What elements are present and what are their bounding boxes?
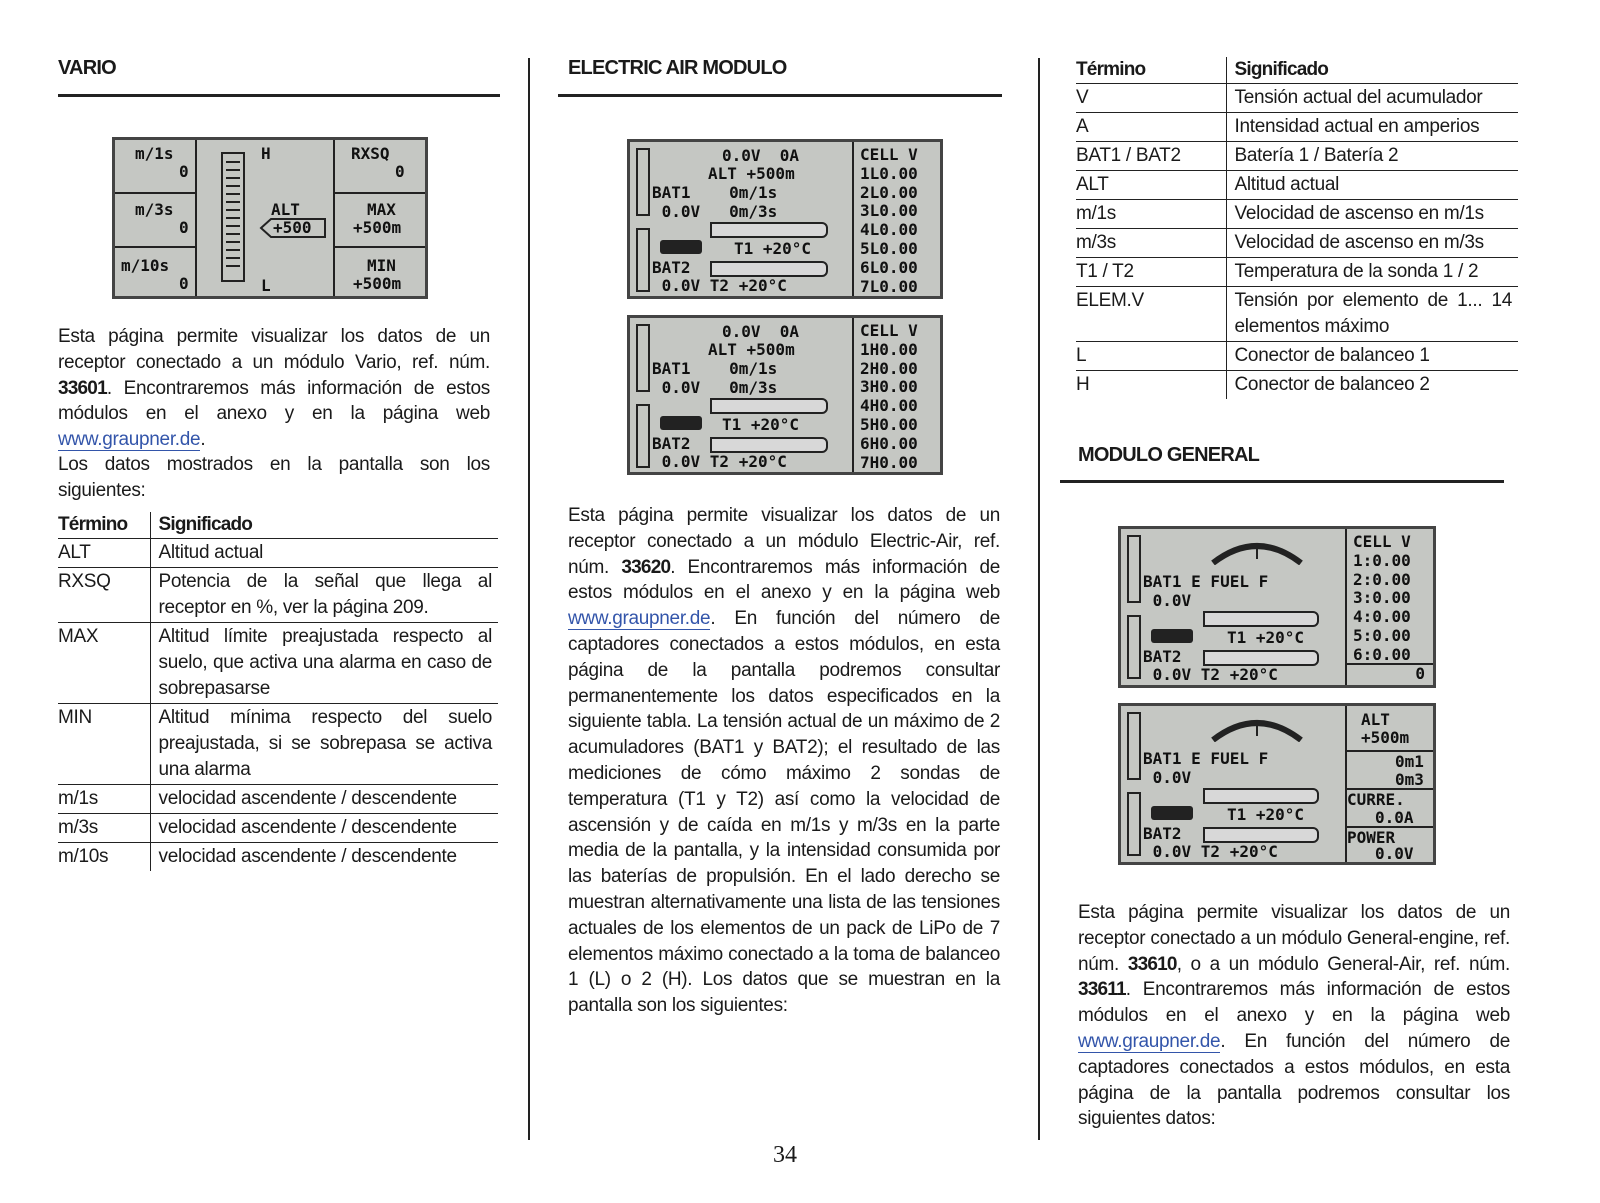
lcd-power-value: 0.0V (1375, 844, 1414, 863)
general-ref-number: 33611 (1078, 979, 1126, 1001)
lcd-m3s-value: 0 (179, 218, 189, 237)
lcd-cell-value: 7H0.00 (860, 452, 918, 472)
table-row (1076, 113, 1518, 142)
electric-lcd-screen-1 (627, 139, 943, 299)
meaning-cell: Velocidad de ascenso en m/3s (1226, 229, 1518, 258)
lcd-m3s-label: m/3s (135, 200, 174, 219)
fuel-dial-icon (1211, 539, 1303, 565)
lcd-cell-value: 6H0.00 (860, 433, 918, 453)
electric-lcd-screen-2 (627, 315, 943, 475)
lcd-bat1-fuel: BAT1 E FUEL F (1143, 572, 1269, 591)
graupner-link[interactable]: www.graupner.de (568, 608, 711, 630)
general-lcd-screen-1 (1118, 526, 1436, 688)
term-cell: m/3s (58, 814, 150, 843)
term-cell: H (1076, 371, 1226, 400)
lcd-t1: T1 +20°C (722, 415, 800, 434)
table-header-term: Término (58, 514, 128, 535)
lcd-bat2-label: BAT2 (652, 434, 691, 453)
general-lcd-screen-2 (1118, 703, 1436, 865)
graupner-link[interactable]: www.graupner.de (58, 429, 201, 451)
vario-ref-number: 33601 (58, 377, 107, 399)
battery-bar-icon (1127, 792, 1141, 856)
vario-text: Esta página permite visualizar los datos de un receptor conectado a un módulo Vario, ref. núm. (58, 326, 490, 373)
table-row (1076, 200, 1518, 229)
temperature-probe-icon (1151, 806, 1193, 820)
term-cell: MIN (58, 704, 150, 785)
lcd-cell-value: 2L0.00 (860, 182, 918, 202)
lcd-cell-value: CELL V (860, 321, 918, 340)
battery-bar-icon (1127, 615, 1141, 679)
vario-text: . Encontraremos más información de estos módulos en el anexo y en la página web (58, 377, 490, 425)
lcd-bat1-climb: BAT1 0m/1s (652, 359, 778, 378)
electric-heading-rule (558, 94, 1002, 97)
fuel-gauge-icon (1203, 611, 1319, 627)
table-row (1076, 171, 1518, 200)
lcd-bat2-t2: 0.0V T2 +20°C (652, 276, 787, 295)
general-text: . En función del número de captadores conectados a estos módulos, en esta página de la pantalla podremos consultar los siguientes datos: (1078, 1030, 1510, 1130)
lcd-cell-value: 3:0.00 (1353, 588, 1411, 608)
lcd-min-value: +500m (353, 274, 402, 293)
battery-bar-icon (1127, 712, 1141, 780)
lcd-min-label: MIN (367, 256, 396, 275)
meaning-cell: Tensión por elemento de 1... 14 elementos máximo (1226, 287, 1518, 342)
battery-bar-icon (636, 148, 650, 216)
lcd-divider (115, 192, 195, 194)
table-row (58, 623, 498, 704)
lcd-divider (115, 246, 195, 248)
meaning-cell: velocidad ascendente / descendente (150, 814, 498, 843)
table-header-meaning: Significado (150, 512, 498, 539)
meaning-cell: Conector de balanceo 1 (1226, 342, 1518, 371)
fuel-gauge-icon (1203, 788, 1319, 804)
lcd-divider (195, 140, 197, 296)
table-header-term: Término (1076, 59, 1146, 80)
fuel-gauge-icon (710, 222, 828, 238)
lcd-cell-value: 3H0.00 (860, 377, 918, 397)
term-cell: RXSQ (58, 568, 150, 623)
meaning-cell: Conector de balanceo 2 (1226, 371, 1518, 400)
lcd-alt-value: +500m (1361, 728, 1410, 747)
meaning-cell: velocidad ascendente / descendente (150, 843, 498, 872)
lcd-bat2-t2: 0.0V T2 +20°C (1143, 842, 1278, 861)
lcd-rxsq-value: 0 (395, 162, 405, 181)
lcd-bat2-t2: 0.0V T2 +20°C (1143, 665, 1278, 684)
fuel-gauge-icon (1203, 827, 1319, 843)
vario-text: . (200, 429, 206, 451)
term-cell: A (1076, 113, 1226, 142)
table-row (58, 814, 498, 843)
table-header-meaning: Significado (1226, 57, 1518, 84)
general-text: , o a un módulo General-Air, ref. núm. (1176, 953, 1510, 975)
lcd-alt-label: ALT (1361, 710, 1390, 729)
table-row (1076, 142, 1518, 171)
lcd-bat1-fuel: BAT1 E FUEL F (1143, 749, 1269, 768)
term-cell: MAX (58, 623, 150, 704)
lcd-bat1-voltage: 0.0V (1143, 591, 1192, 610)
lcd-cell-value: 2H0.00 (860, 358, 918, 378)
lcd-cell-voltages (1353, 533, 1425, 683)
lcd-t1: T1 +20°C (1227, 628, 1305, 647)
lcd-altitude: ALT +500m (708, 164, 795, 183)
fuel-gauge-icon (710, 437, 828, 453)
lcd-cell-value: 1H0.00 (860, 339, 918, 359)
lcd-alt-label: ALT (271, 200, 300, 219)
lcd-l-label: L (261, 276, 271, 295)
lcd-cell-voltages (860, 146, 918, 296)
lcd-divider (333, 192, 425, 194)
lcd-bat2-label: BAT2 (1143, 647, 1182, 666)
vario-description (58, 324, 490, 453)
lcd-voltage-current: 0.0V 0A (722, 322, 800, 341)
meaning-cell: Batería 1 / Batería 2 (1226, 142, 1518, 171)
electric-text: . En función del número de captadores conectados a estos módulos, en esta página de la pantalla podremos consultar permanentemente los datos especificados en la siguiente tabla. La tensión actual de un máximo de 2 acumuladores (BAT1 y BAT2); el resultado de las mediciones de cómo máximo 2 sondas de temperatura (T1 y T2) así como la velocidad de ascensión y de caída en m/1s y m/3s en la parte media de la pantalla, y la intensidad consumida por las baterías de propulsión. En el lado derecho se muestran alternativamente una lista de las tensiones actuales de los elementos de un pack de LiPo de 7 elementos máximo conectado a la toma de balanceo 1 (L) o 2 (H). Los datos que se muestran en la pantalla son los siguientes: (568, 608, 1000, 1017)
term-cell: V (1076, 84, 1226, 113)
page-number: 34 (773, 1142, 797, 1168)
vario-heading-rule (58, 94, 500, 97)
lcd-cell-value: 1:0.00 (1353, 550, 1411, 570)
lcd-cell-value: CELL V (1353, 532, 1411, 551)
term-cell: m/1s (1076, 200, 1226, 229)
term-cell: ELEM.V (1076, 287, 1226, 342)
table-row (1076, 258, 1518, 287)
fuel-dial-icon (1211, 716, 1303, 742)
table-row (1076, 287, 1518, 342)
table-row (1076, 371, 1518, 400)
lcd-bat1-voltage: 0.0V (1143, 768, 1192, 787)
lcd-cell-value: 1L0.00 (860, 163, 918, 183)
lcd-cell-value: 6:0.00 (1353, 644, 1411, 664)
electric-terms-table (1076, 57, 1518, 399)
table-row (58, 539, 498, 568)
vario-data-intro: Los datos mostrados en la pantalla son los siguientes: (58, 454, 490, 501)
electric-heading: ELECTRIC AIR MODULO (568, 57, 787, 79)
lcd-divider (1345, 529, 1347, 685)
table-row (58, 843, 498, 872)
table-row (1076, 84, 1518, 113)
lcd-t1: T1 +20°C (734, 239, 812, 258)
meaning-cell: Altitud actual (150, 539, 498, 568)
lcd-bat2-label: BAT2 (652, 258, 691, 277)
lcd-cell-value: 4:0.00 (1353, 607, 1411, 627)
battery-bar-icon (636, 324, 650, 392)
electric-description (568, 503, 1000, 1019)
lcd-cell-value: 5:0.00 (1353, 625, 1411, 645)
general-heading-rule (1060, 480, 1504, 483)
fuel-gauge-icon (710, 398, 828, 414)
lcd-m1s-value: 0 (179, 162, 189, 181)
lcd-m10s-label: m/10s (121, 256, 170, 275)
battery-bar-icon (1127, 535, 1141, 603)
lcd-bat1-voltage: 0.0V 0m/3s (652, 202, 778, 221)
fuel-gauge-icon (710, 261, 828, 277)
lcd-divider (852, 142, 854, 296)
vario-terms-table (58, 512, 498, 871)
meaning-cell: Altitud actual (1226, 171, 1518, 200)
lcd-alt-value: +500 (273, 218, 312, 237)
temperature-probe-icon (660, 240, 702, 254)
general-text: Esta página permite visualizar los datos de un receptor conectado a un módulo General-engine, ref. núm. (1078, 902, 1510, 975)
lcd-cell-value: 7L0.00 (860, 276, 918, 296)
meaning-cell: Tensión actual del acumulador (1226, 84, 1518, 113)
table-row (1076, 229, 1518, 258)
table-row (58, 785, 498, 814)
lcd-cell-value: 6L0.00 (860, 257, 918, 277)
meaning-cell: Altitud límite preajustada respecto al suelo, que activa una alarma en caso de sobrepasarse (150, 623, 498, 704)
graupner-link[interactable]: www.graupner.de (1078, 1030, 1221, 1052)
lcd-current-label: CURRE. (1347, 790, 1405, 809)
battery-bar-icon (636, 228, 650, 292)
fuel-gauge-icon (1203, 650, 1319, 666)
column-separator (528, 58, 530, 1140)
lcd-h-label: H (261, 144, 271, 163)
vario-lcd-screen (112, 137, 428, 299)
general-heading: MODULO GENERAL (1078, 444, 1260, 466)
meaning-cell: velocidad ascendente / descendente (150, 785, 498, 814)
lcd-bat1-voltage: 0.0V 0m/3s (652, 378, 778, 397)
general-text: . Encontraremos más información de estos módulos en el anexo y en la página web (1078, 979, 1510, 1027)
lcd-power-label: POWER (1347, 828, 1396, 847)
electric-ref-number: 33620 (621, 556, 671, 578)
term-cell: ALT (1076, 171, 1226, 200)
lcd-cell-value: 4H0.00 (860, 396, 918, 416)
lcd-t1: T1 +20°C (1227, 805, 1305, 824)
general-description (1078, 900, 1510, 1132)
lcd-m10s-value: 0 (179, 274, 189, 293)
lcd-bat1-climb: BAT1 0m/1s (652, 183, 778, 202)
lcd-bat2-label: BAT2 (1143, 824, 1182, 843)
meaning-cell: Intensidad actual en amperios (1226, 113, 1518, 142)
table-row (58, 568, 498, 623)
lcd-bat2-t2: 0.0V T2 +20°C (652, 452, 787, 471)
lcd-current-value: 0.0A (1375, 808, 1414, 827)
lcd-divider (333, 140, 335, 296)
lcd-m1s-label: m/1s (135, 144, 174, 163)
lcd-altitude: ALT +500m (708, 340, 795, 359)
lcd-cell-voltages (860, 322, 918, 472)
lcd-max-value: +500m (353, 218, 402, 237)
lcd-divider (852, 318, 854, 472)
lcd-cell-value: 2:0.00 (1353, 569, 1411, 589)
meaning-cell: Temperatura de la sonda 1 / 2 (1226, 258, 1518, 287)
lcd-m3-value: 0m3 (1395, 770, 1424, 789)
lcd-cell-value: 4L0.00 (860, 220, 918, 240)
term-cell: m/10s (58, 843, 150, 872)
electric-text: Esta página permite visualizar los datos de un receptor conectado a un módulo Electric-Air, ref. núm. (568, 505, 1000, 578)
term-cell: m/3s (1076, 229, 1226, 258)
lcd-voltage-current: 0.0V 0A (722, 146, 800, 165)
lcd-divider (333, 246, 425, 248)
temperature-probe-icon (1151, 629, 1193, 643)
term-cell: T1 / T2 (1076, 258, 1226, 287)
electric-text: . Encontraremos más información de estos módulos en el anexo y en la página web (568, 556, 1000, 604)
term-cell: L (1076, 342, 1226, 371)
altitude-bar-icon (221, 152, 245, 282)
lcd-m1-value: 0m1 (1395, 752, 1424, 771)
lcd-cell-value: 3L0.00 (860, 201, 918, 221)
vario-heading: VARIO (58, 57, 116, 79)
lcd-cell-value: 0 (1415, 663, 1425, 683)
column-separator (1038, 58, 1040, 1140)
table-row (58, 704, 498, 785)
lcd-cell-value: 5L0.00 (860, 238, 918, 258)
lcd-rxsq-label: RXSQ (351, 144, 390, 163)
lcd-max-label: MAX (367, 200, 396, 219)
meaning-cell: Altitud mínima respecto del suelo preajustada, si se sobrepasa se activa una alarma (150, 704, 498, 785)
temperature-probe-icon (660, 416, 702, 430)
meaning-cell: Velocidad de ascenso en m/1s (1226, 200, 1518, 229)
lcd-cell-value: 5H0.00 (860, 414, 918, 434)
general-ref-number: 33610 (1127, 953, 1177, 975)
battery-bar-icon (636, 404, 650, 468)
table-row (1076, 342, 1518, 371)
meaning-cell: Potencia de la señal que llega al receptor en %, ver la página 209. (150, 568, 498, 623)
term-cell: BAT1 / BAT2 (1076, 142, 1226, 171)
lcd-cell-value: CELL V (860, 145, 918, 164)
term-cell: ALT (58, 539, 150, 568)
term-cell: m/1s (58, 785, 150, 814)
